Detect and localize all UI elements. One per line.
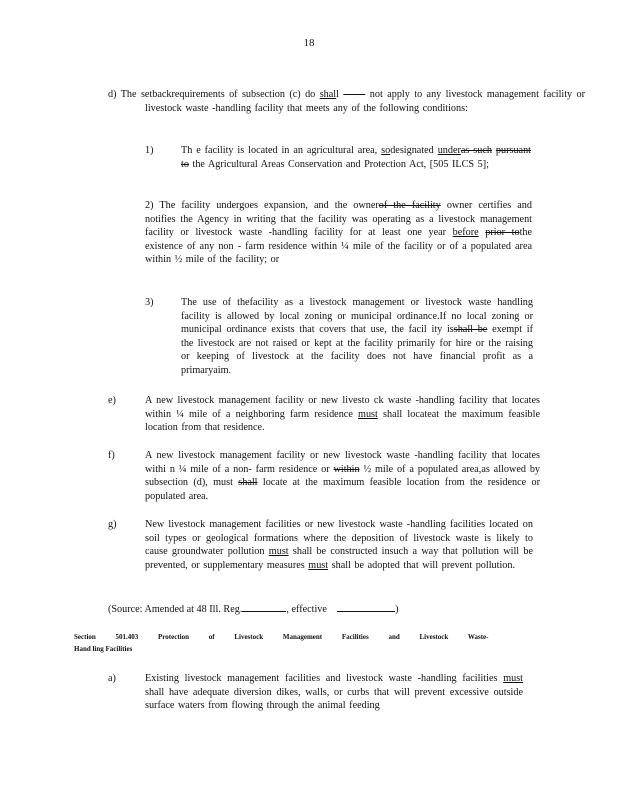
condition-3-text: The use of thefacility as a livestock management or livestock waste handling facility is allowed by local zoning or municipal ordinance.If no local zoning or municipal ordinance exists that covers that use, the facil ity isshall be exempt if the livestock are not raised or kept at the facility primarily for hire or the raising or keeping of livestock at the facility does not have financial profit as a primaryaim. — [181, 297, 534, 376]
page-number: 18 — [303, 37, 315, 49]
item-f-label: f) — [108, 450, 115, 461]
item-f-text: A new livestock management facility or new livestock waste -handling facility that locates withi n ¼ mile of a non- farm residence or within ½ mile of a populated area,as allowed by subsection (d), must shall locate at the maximum feasible location from the residence or populated area. — [145, 450, 541, 502]
item-e-label: e) — [108, 395, 116, 406]
item-e-text: A new livestock management facility or new livesto ck waste -handling facility that locates within ¼ mile of a neighboring farm residence must shall locateat the maximum feasible location from that residence. — [145, 395, 541, 434]
section-heading: Section 501.403 Protection of Livestock Management Facilities and Livestock Waste- Hand ling Facilities — [74, 633, 489, 653]
condition-3-label: 3) — [145, 297, 154, 308]
item-a-text: Existing livestock management facilities and livestock waste -handling facilities must shall have adequate diversion dikes, walls, or curbs that will prevent excessive outside surface waters from flowing through the animal feeding — [145, 673, 524, 712]
register-blank — [242, 601, 286, 612]
condition-1-text: Th e facility is located in an agricultural area, sodesignated underas such pursuant to the Agricultural Areas Conservation and Protection Act, [505 ILCS 5]; — [181, 145, 531, 170]
paragraph-d: d) The setbackrequirements of subsection (c) do shall not apply to any livestock management facility or livestock waste -handling facility that meets any of the following conditions: — [108, 89, 586, 114]
item-g-text: New livestock management facilities or new livestock waste -handling facilities located on soil types or geological formations where the deposition of livestock waste is likely to cause groundwater pollution must shall be constructed insuch a way that pollution will be prevented, or supplementary measures must shall be adopted that will prevent pollution. — [145, 519, 534, 571]
effective-date-blank — [337, 601, 395, 612]
source-note: (Source: Amended at 48 Ill. Reg. , effective ) — [108, 601, 399, 617]
condition-1-label: 1) — [145, 145, 154, 156]
item-a-label: a) — [108, 673, 116, 684]
item-g-label: g) — [108, 519, 117, 530]
condition-2-text: 2) The facility undergoes expansion, and the ownerof the facility owner certifies and notifies the Agency in writing that the facility was operating as a livestock management facility or livestock waste -handling facility for at least one year before prior tothe existence of any non - farm residence within ¼ mile of the facility or of a populated area within ½ mile of the facility; or — [145, 200, 533, 266]
